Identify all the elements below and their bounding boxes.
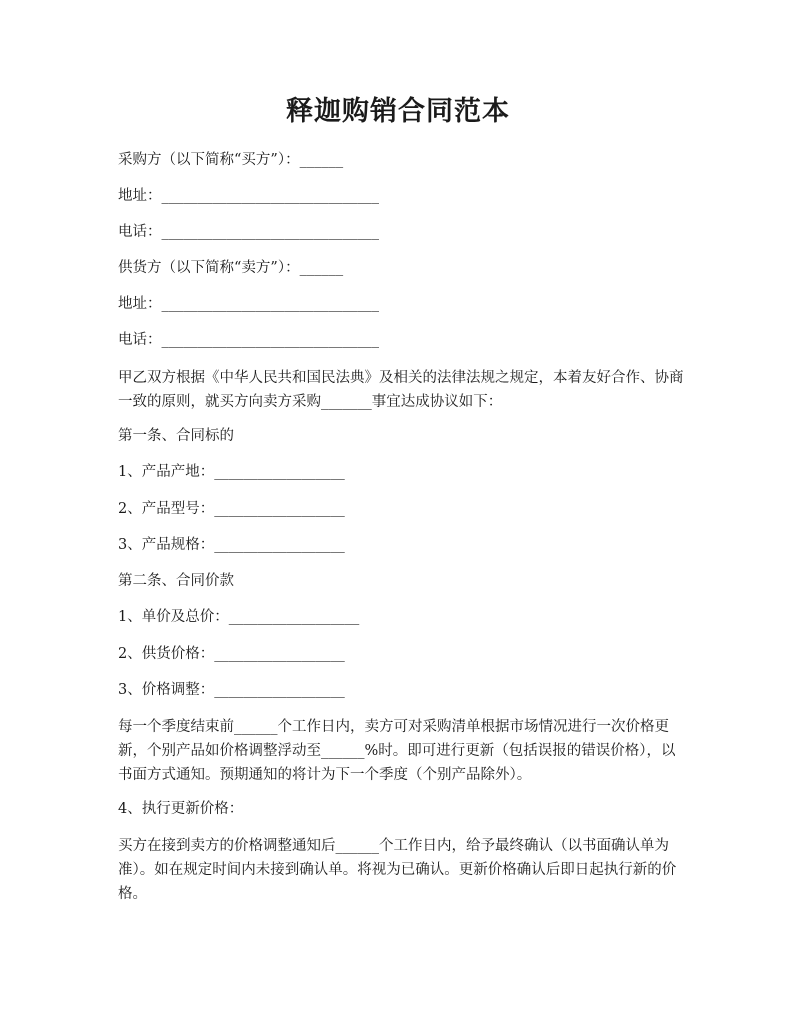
price-adjustment-line: 3、价格调整：__________________	[118, 682, 345, 698]
price-adjustment-paragraph: 每一个季度结束前______个工作日内，卖方可对采购清单根据市场情况进行一次价格更新，个别产品如价格调整浮动至______%时。即可进行更新（包括误报的错误价格），以书面方式通知。预期通知的将计为下一个季度（个别产品除外）。	[118, 719, 676, 783]
buyer-line: 采购方（以下简称“买方”）：______	[118, 152, 344, 168]
seller-phone-line: 电话：______________________________	[118, 332, 379, 348]
article-one-heading: 第一条、合同标的	[118, 428, 234, 444]
preamble-paragraph: 甲乙双方根据《中华人民共和国民法典》及相关的法律法规之规定，本着友好合作、协商一致的原则，就买方向卖方采购_______事宜达成协议如下：	[118, 370, 684, 410]
seller-address-line: 地址：______________________________	[118, 296, 379, 312]
unit-total-price-line: 1、单价及总价：__________________	[118, 609, 360, 625]
supply-price-line: 2、供货价格：__________________	[118, 646, 345, 662]
buyer-phone-line: 电话：______________________________	[118, 224, 379, 240]
article-two-heading: 第二条、合同价款	[118, 573, 234, 589]
product-origin-line: 1、产品产地：__________________	[118, 464, 345, 480]
product-spec-line: 3、产品规格：__________________	[118, 537, 345, 553]
product-model-line: 2、产品型号：__________________	[118, 501, 345, 517]
confirmation-paragraph: 买方在接到卖方的价格调整通知后______个工作日内，给予最终确认（以书面确认单为准）。如在规定时间内未接到确认单。将视为已确认。更新价格确认后即日起执行新的价格。	[118, 838, 677, 902]
document-title: 释迦购销合同范本	[286, 96, 510, 127]
buyer-address-line: 地址：______________________________	[118, 188, 379, 204]
seller-line: 供货方（以下简称“卖方”）：______	[118, 260, 344, 276]
execute-updated-price-heading: 4、执行更新价格：	[118, 801, 244, 817]
